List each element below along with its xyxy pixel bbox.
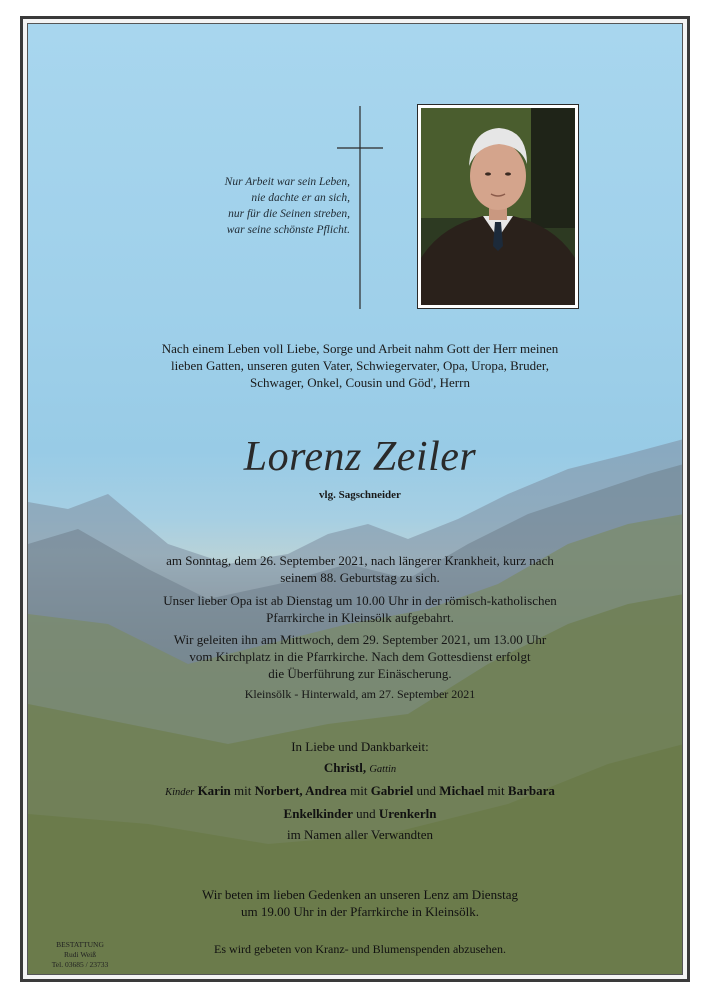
mourner-grandchildren xyxy=(60,803,660,824)
child-name: Barbara xyxy=(507,783,555,798)
verse-line: nie dachte er an sich, xyxy=(251,192,350,204)
place-and-date: Kleinsölk - Hinterwald, am 27. September 2021 xyxy=(244,687,476,701)
portrait-photo xyxy=(417,104,579,309)
donation-note: Es wird gebeten von Kranz- und Blumenspenden abzusehen. xyxy=(214,942,506,956)
mourner-relatives: im Namen aller Verwandten xyxy=(287,827,433,842)
verse-line: war seine schönste Pflicht. xyxy=(226,224,350,236)
deceased-name: Lorenz Zeiler xyxy=(243,434,477,480)
intro-line: Nach einem Leben voll Liebe, Sorge und Arbeit nahm Gott der Herr meinen xyxy=(161,341,559,356)
mourners-heading: In Liebe und Dankbarkeit: xyxy=(291,739,429,754)
connector-word: mit xyxy=(350,783,368,798)
prayer-notice xyxy=(60,886,660,920)
verse-line: Nur Arbeit war sein Leben, xyxy=(224,176,350,188)
death-notice-line: am Sonntag, dem 26. September 2021, nach längerer Krankheit, kurz nach xyxy=(166,553,554,568)
connector-word: und xyxy=(416,783,437,798)
intro-line: lieben Gatten, unseren guten Vater, Schwiegervater, Opa, Uropa, Bruder, xyxy=(171,358,549,373)
viewing-line: Pfarrkirche in Kleinsölk aufgebahrt. xyxy=(266,610,454,625)
funeral-notice xyxy=(60,631,660,682)
death-notice xyxy=(60,552,660,586)
prayer-line: um 19.00 Uhr in der Pfarrkirche in Kleinsölk. xyxy=(241,904,479,919)
portrait-image xyxy=(421,108,575,305)
child-name: Michael xyxy=(439,783,485,798)
deceased-nickname: vlg. Sagschneider xyxy=(319,489,401,501)
viewing-notice xyxy=(60,592,660,626)
verse-line: nur für die Seinen streben, xyxy=(228,208,350,220)
viewing-line: Unser lieber Opa ist ab Dienstag um 10.00 Uhr in der römisch-katholischen xyxy=(163,593,557,608)
wife-role: Gattin xyxy=(369,764,397,775)
undertaker-stamp xyxy=(44,940,116,970)
connector-word: mit xyxy=(234,783,252,798)
connector-word: und xyxy=(356,806,376,821)
children-label: Kinder xyxy=(165,787,195,798)
great-grandchildren-label: Urenkerln xyxy=(378,806,437,821)
mourner-children xyxy=(60,780,660,803)
mourner-wife xyxy=(60,757,660,780)
mourners-section xyxy=(60,736,660,845)
undertaker-title: BESTATTUNG xyxy=(56,940,104,949)
intro-text xyxy=(60,340,660,391)
child-name: Gabriel xyxy=(370,783,414,798)
funeral-line: die Überführung zur Einäscherung. xyxy=(268,666,452,681)
prayer-line: Wir beten im lieben Gedenken an unseren Lenz am Dienstag xyxy=(201,887,519,902)
funeral-line: Wir geleiten ihn am Mittwoch, dem 29. September 2021, um 13.00 Uhr xyxy=(173,632,547,647)
intro-line: Schwager, Onkel, Cousin und Göd', Herrn xyxy=(250,375,470,390)
undertaker-phone: Tel. 03685 / 23733 xyxy=(51,960,109,969)
wife-name: Christl, xyxy=(323,760,367,775)
child-name: Karin xyxy=(197,783,231,798)
grandchildren-label: Enkelkinder xyxy=(283,806,353,821)
undertaker-name: Rudi Weiß xyxy=(64,950,96,959)
memorial-verse xyxy=(150,174,350,238)
death-notice-line: seinem 88. Geburtstag zu sich. xyxy=(280,570,440,585)
connector-word: mit xyxy=(487,783,505,798)
child-name: Norbert, Andrea xyxy=(254,783,347,798)
funeral-line: vom Kirchplatz in die Pfarrkirche. Nach dem Gottesdienst erfolgt xyxy=(189,649,531,664)
